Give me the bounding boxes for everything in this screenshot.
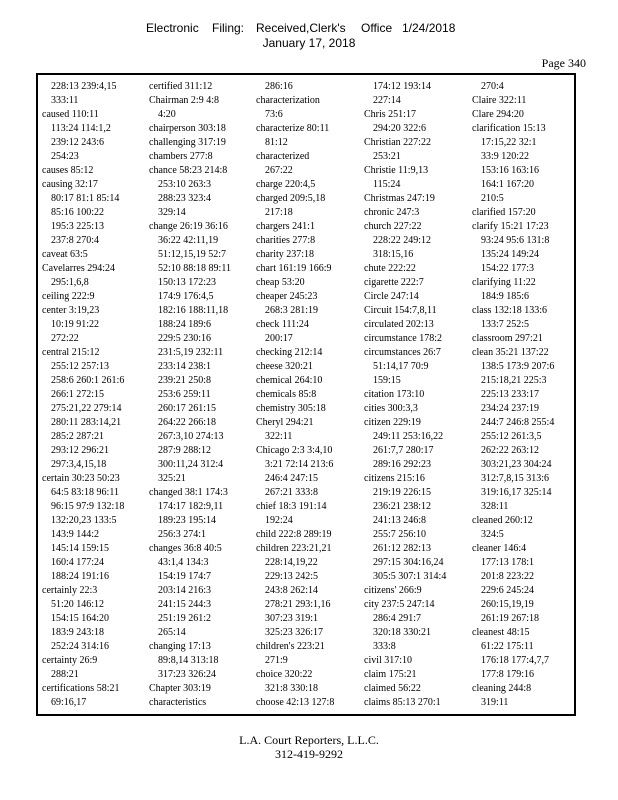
index-subline: 160:4 177:24 — [51, 557, 105, 568]
index-subline: 51:14,17 70:9 — [373, 361, 429, 372]
index-entry: clarified 157:20 — [472, 207, 536, 218]
index-entry: certainly 22:3 — [42, 585, 98, 596]
index-subline: 285:2 287:21 — [51, 431, 105, 442]
index-subline: 325:21 — [158, 473, 186, 484]
index-subline: 324:5 — [481, 529, 504, 540]
index-subline: 262:22 263:12 — [481, 445, 540, 456]
index-entry: chronic 247:3 — [364, 207, 420, 218]
index-subline: 80:17 81:1 85:14 — [51, 193, 120, 204]
index-subline: 215:18,21 225:3 — [481, 375, 547, 386]
index-entry: citizen 229:19 — [364, 417, 421, 428]
index-subline: 154:15 164:20 — [51, 613, 110, 624]
index-subline: 295:1,6,8 — [51, 277, 89, 288]
index-subline: 265:14 — [158, 627, 186, 638]
index-subline: 229:6 245:24 — [481, 585, 535, 596]
index-entry: chairperson 303:18 — [149, 123, 226, 134]
index-subline: 333:8 — [373, 641, 396, 652]
index-entry: cleanest 48:15 — [472, 627, 530, 638]
index-subline: 174:9 176:4,5 — [158, 291, 214, 302]
index-entry: chemical 264:10 — [256, 375, 323, 386]
index-subline: 85:16 100:22 — [51, 207, 105, 218]
index-subline: 241:13 246:8 — [373, 515, 427, 526]
index-subline: 286:4 291:7 — [373, 613, 422, 624]
index-subline: 317:23 326:24 — [158, 669, 217, 680]
index-subline: 261:12 282:13 — [373, 543, 432, 554]
index-entry: child 222:8 289:19 — [256, 529, 332, 540]
index-entry: Christie 11:9,13 — [364, 165, 429, 176]
index-subline: 192:24 — [265, 515, 293, 526]
index-entry: Claire 322:11 — [472, 95, 527, 106]
index-subline: 322:11 — [265, 431, 293, 442]
index-subline: 288:23 323:4 — [158, 193, 212, 204]
index-subline: 267:22 — [265, 165, 293, 176]
index-subline: 294:20 322:6 — [373, 123, 427, 134]
index-subline: 260:17 261:15 — [158, 403, 217, 414]
index-subline: 138:5 173:9 207:6 — [481, 361, 555, 372]
index-subline: 243:8 262:14 — [265, 585, 319, 596]
index-subline: 261:19 267:18 — [481, 613, 540, 624]
index-subline: 270:4 — [481, 81, 504, 92]
index-subline: 272:22 — [51, 333, 79, 344]
index-entry: civil 317:10 — [364, 655, 413, 666]
index-entry: certain 30:23 50:23 — [42, 473, 120, 484]
index-subline: 234:24 237:19 — [481, 403, 540, 414]
index-subline: 64:5 83:18 96:11 — [51, 487, 119, 498]
index-entry: characterize 80:11 — [256, 123, 330, 134]
index-entry: cheap 53:20 — [256, 277, 305, 288]
index-entry: changes 36:8 40:5 — [149, 543, 222, 554]
index-entry: class 132:18 133:6 — [472, 305, 547, 316]
index-entry: chance 58:23 214:8 — [149, 165, 228, 176]
index-entry: Christmas 247:19 — [364, 193, 435, 204]
index-entry: children's 223:21 — [256, 641, 325, 652]
index-entry: change 26:19 36:16 — [149, 221, 228, 232]
index-subline: 113:24 114:1,2 — [51, 123, 111, 134]
index-subline: 237:8 270:4 — [51, 235, 100, 246]
index-subline: 254:23 — [51, 151, 79, 162]
index-subline: 183:9 243:18 — [51, 627, 105, 638]
index-entry: certainty 26:9 — [42, 655, 98, 666]
index-subline: 267:21 333:8 — [265, 487, 319, 498]
index-entry: Chairman 2:9 4:8 — [149, 95, 219, 106]
index-entry: citation 173:10 — [364, 389, 425, 400]
index-subline: 258:6 260:1 261:6 — [51, 375, 125, 386]
index-subline: 264:22 266:18 — [158, 417, 217, 428]
index-entry: Christian 227:22 — [364, 137, 431, 148]
index-entry: Chicago 2:3 3:4,10 — [256, 445, 333, 456]
index-subline: 135:24 149:24 — [481, 249, 540, 260]
index-subline: 159:15 — [373, 375, 401, 386]
index-subline: 164:1 167:20 — [481, 179, 535, 190]
index-subline: 203:14 216:3 — [158, 585, 212, 596]
index-subline: 255:12 261:3,5 — [481, 431, 542, 442]
index-subline: 286:16 — [265, 81, 293, 92]
index-entry: church 227:22 — [364, 221, 422, 232]
index-entry: circumstance 178:2 — [364, 333, 443, 344]
index-subline: 320:18 330:21 — [373, 627, 432, 638]
index-subline: 297:15 304:16,24 — [373, 557, 444, 568]
index-subline: 251:19 261:2 — [158, 613, 212, 624]
index-subline: 244:7 246:8 255:4 — [481, 417, 555, 428]
index-entry: Clare 294:20 — [472, 109, 524, 120]
index-subline: 174:12 193:14 — [373, 81, 432, 92]
index-entry: circulated 202:13 — [364, 319, 434, 330]
index-subline: 329:14 — [158, 207, 186, 218]
stamp-filing: Filing: — [212, 21, 245, 35]
index-subline: 229:5 230:16 — [158, 333, 212, 344]
index-subline: 239:12 243:6 — [51, 137, 105, 148]
index-subline: 43:1,4 134:3 — [158, 557, 209, 568]
index-subline: 253:21 — [373, 151, 401, 162]
index-entry: central 215:12 — [42, 347, 100, 358]
index-subline: 228:13 239:4,15 — [51, 81, 117, 92]
index-subline: 325:23 326:17 — [265, 627, 324, 638]
index-subline: 219:19 226:15 — [373, 487, 432, 498]
index-subline: 115:24 — [373, 179, 401, 190]
index-subline: 246:4 247:15 — [265, 473, 319, 484]
index-subline: 236:21 238:12 — [373, 501, 432, 512]
index-subline: 318:15,16 — [373, 249, 414, 260]
index-subline: 189:23 195:14 — [158, 515, 217, 526]
index-entry: choose 42:13 127:8 — [256, 697, 335, 708]
index-subline: 287:9 288:12 — [158, 445, 212, 456]
index-entry: charge 220:4,5 — [256, 179, 316, 190]
index-subline: 227:14 — [373, 95, 401, 106]
index-entry: Cavelarres 294:24 — [42, 263, 116, 274]
index-subline: 288:21 — [51, 669, 79, 680]
index-entry: cities 300:3,3 — [364, 403, 418, 414]
index-entry: cigarette 222:7 — [364, 277, 424, 288]
index-subline: 267:3,10 274:13 — [158, 431, 224, 442]
index-entry: Circle 247:14 — [364, 291, 419, 302]
index-subline: 81:12 — [265, 137, 288, 148]
index-subline: 297:3,4,15,18 — [51, 459, 107, 470]
index-entry: Circuit 154:7,8,11 — [364, 305, 437, 316]
index-subline: 241:15 244:3 — [158, 599, 212, 610]
index-subline: 266:1 272:15 — [51, 389, 105, 400]
index-subline: 275:21,22 279:14 — [51, 403, 122, 414]
index-entry: certifications 58:21 — [42, 683, 120, 694]
index-entry: cleaning 244:8 — [472, 683, 532, 694]
index-subline: 321:8 330:18 — [265, 683, 319, 694]
index-entry: cheaper 245:23 — [256, 291, 318, 302]
index-entry: citizens' 266:9 — [364, 585, 422, 596]
index-entry: Chapter 303:19 — [149, 683, 211, 694]
index-subline: 228:22 249:12 — [373, 235, 432, 246]
index-entry: challenging 317:19 — [149, 137, 226, 148]
index-column-1 — [42, 80, 142, 710]
index-subline: 319:16,17 325:14 — [481, 487, 552, 498]
index-subline: 201:8 223:22 — [481, 571, 535, 582]
index-subline: 231:5,19 232:11 — [158, 347, 224, 358]
index-subline: 233:14 238:1 — [158, 361, 212, 372]
index-subline: 52:10 88:18 89:11 — [158, 263, 231, 274]
index-subline: 300:11,24 312:4 — [158, 459, 224, 470]
index-column-4 — [364, 80, 464, 710]
index-subline: 333:11 — [51, 95, 79, 106]
index-entry: clarification 15:13 — [472, 123, 546, 134]
index-subline: 225:13 233:17 — [481, 389, 540, 400]
index-entry: Cheryl 294:21 — [256, 417, 314, 428]
index-entry: caused 110:11 — [42, 109, 99, 120]
index-entry: cheese 320:21 — [256, 361, 313, 372]
index-entry: caveat 63:5 — [42, 249, 88, 260]
stamp-received: Received,Clerk's — [256, 21, 346, 35]
index-entry: changing 17:13 — [149, 641, 211, 652]
footer-phone: 312-419-9292 — [275, 747, 343, 761]
index-entry: chargers 241:1 — [256, 221, 315, 232]
index-subline: 229:13 242:5 — [265, 571, 319, 582]
index-subline: 328:11 — [481, 501, 509, 512]
index-entry: cleaner 146:4 — [472, 543, 527, 554]
index-entry: children 223:21,21 — [256, 543, 332, 554]
stamp-electronic: Electronic — [146, 21, 199, 35]
page-number: Page 340 — [541, 56, 586, 70]
index-entry: clarify 15:21 17:23 — [472, 221, 549, 232]
index-subline: 150:13 172:23 — [158, 277, 217, 288]
index-subline: 200:17 — [265, 333, 293, 344]
index-subline: 93:24 95:6 131:8 — [481, 235, 550, 246]
index-subline: 184:9 185:6 — [481, 291, 530, 302]
stamp-date: 1/24/2018 — [402, 21, 456, 35]
index-subline: 133:7 252:5 — [481, 319, 530, 330]
index-subline: 4:20 — [158, 109, 176, 120]
index-subline: 73:6 — [265, 109, 283, 120]
index-entry: charity 237:18 — [256, 249, 315, 260]
index-entry: changed 38:1 174:3 — [149, 487, 228, 498]
index-subline: 256:3 274:1 — [158, 529, 207, 540]
index-subline: 154:19 174:7 — [158, 571, 212, 582]
index-subline: 210:5 — [481, 193, 504, 204]
index-entry: chemistry 305:18 — [256, 403, 326, 414]
index-entry: center 3:19,23 — [42, 305, 100, 316]
footer-company: L.A. Court Reporters, L.L.C. — [239, 733, 379, 747]
index-subline: 176:18 177:4,7,7 — [481, 655, 550, 666]
index-subline: 289:16 292:23 — [373, 459, 432, 470]
index-subline: 255:7 256:10 — [373, 529, 427, 540]
document-date: January 17, 2018 — [262, 36, 356, 50]
index-subline: 182:16 188:11,18 — [158, 305, 229, 316]
index-column-5 — [472, 80, 572, 710]
index-subline: 143:9 144:2 — [51, 529, 100, 540]
index-subline: 188:24 189:6 — [158, 319, 212, 330]
index-subline: 312:7,8,15 313:6 — [481, 473, 550, 484]
index-subline: 96:15 97:9 132:18 — [51, 501, 125, 512]
index-entry: clean 35:21 137:22 — [472, 347, 549, 358]
index-entry: claimed 56:22 — [364, 683, 421, 694]
index-subline: 271:9 — [265, 655, 288, 666]
index-subline: 51:12,15,19 52:7 — [158, 249, 227, 260]
index-entry: citizens 215:16 — [364, 473, 425, 484]
index-subline: 177:8 179:16 — [481, 669, 535, 680]
index-subline: 280:11 283:14,21 — [51, 417, 122, 428]
index-subline: 239:21 250:8 — [158, 375, 212, 386]
index-subline: 249:11 253:16,22 — [373, 431, 444, 442]
index-entry: claims 85:13 270:1 — [364, 697, 441, 708]
index-entry: chemicals 85:8 — [256, 389, 317, 400]
index-subline: 228:14,19,22 — [265, 557, 318, 568]
index-entry: certified 311:12 — [149, 81, 213, 92]
index-entry: claim 175:21 — [364, 669, 417, 680]
index-subline: 195:3 225:13 — [51, 221, 105, 232]
index-entry: choice 320:22 — [256, 669, 313, 680]
index-entry: ceiling 222:9 — [42, 291, 95, 302]
index-entry: checking 212:14 — [256, 347, 323, 358]
index-entry: characterization — [256, 95, 320, 106]
index-subline: 303:21,23 304:24 — [481, 459, 552, 470]
index-column-2 — [149, 80, 249, 710]
index-entry: causes 85:12 — [42, 165, 94, 176]
index-entry: chute 222:22 — [364, 263, 416, 274]
index-entry: check 111:24 — [256, 319, 309, 330]
index-entry: chart 161:19 166:9 — [256, 263, 332, 274]
index-subline: 132:20,23 133:5 — [51, 515, 117, 526]
index-subline: 177:13 178:1 — [481, 557, 535, 568]
index-entry: causing 32:17 — [42, 179, 98, 190]
index-entry: chambers 277:8 — [149, 151, 213, 162]
index-subline: 307:23 319:1 — [265, 613, 319, 624]
index-subline: 268:3 281:19 — [265, 305, 319, 316]
index-subline: 260:15,19,19 — [481, 599, 534, 610]
index-subline: 153:16 163:16 — [481, 165, 540, 176]
index-subline: 305:5 307:1 314:4 — [373, 571, 447, 582]
index-subline: 278:21 293:1,16 — [265, 599, 331, 610]
index-entry: cleaned 260:12 — [472, 515, 533, 526]
index-entry: Chris 251:17 — [364, 109, 416, 120]
index-subline: 188:24 191:16 — [51, 571, 110, 582]
index-subline: 255:12 257:13 — [51, 361, 110, 372]
index-entry: characterized — [256, 151, 310, 162]
index-subline: 89:8,14 313:18 — [158, 655, 219, 666]
index-column-3 — [256, 80, 356, 710]
index-subline: 36:22 42:11,19 — [158, 235, 219, 246]
index-subline: 10:19 91:22 — [51, 319, 100, 330]
index-subline: 253:6 259:11 — [158, 389, 211, 400]
index-subline: 61:22 175:11 — [481, 641, 534, 652]
index-subline: 253:10 263:3 — [158, 179, 212, 190]
index-subline: 145:14 159:15 — [51, 543, 110, 554]
index-subline: 154:22 177:3 — [481, 263, 535, 274]
index-subline: 252:24 314:16 — [51, 641, 110, 652]
index-subline: 319:11 — [481, 697, 509, 708]
index-subline: 174:17 182:9,11 — [158, 501, 224, 512]
index-subline: 3:21 72:14 213:6 — [265, 459, 334, 470]
index-entry: characteristics — [149, 697, 207, 708]
index-subline: 69:16,17 — [51, 697, 87, 708]
index-entry: charities 277:8 — [256, 235, 316, 246]
index-subline: 293:12 296:21 — [51, 445, 110, 456]
index-subline: 217:18 — [265, 207, 293, 218]
index-entry: circumstances 26:7 — [364, 347, 441, 358]
index-entry: chief 18:3 191:14 — [256, 501, 327, 512]
stamp-office: Office — [361, 21, 393, 35]
index-entry: charged 209:5,18 — [256, 193, 326, 204]
index-subline: 17:15,22 32:1 — [481, 137, 537, 148]
index-subline: 51:20 146:12 — [51, 599, 105, 610]
index-subline: 261:7,7 280:17 — [373, 445, 434, 456]
index-subline: 33:9 120:22 — [481, 151, 530, 162]
index-entry: classroom 297:21 — [472, 333, 543, 344]
index-entry: clarifying 11:22 — [472, 277, 536, 288]
index-entry: city 237:5 247:14 — [364, 599, 435, 610]
